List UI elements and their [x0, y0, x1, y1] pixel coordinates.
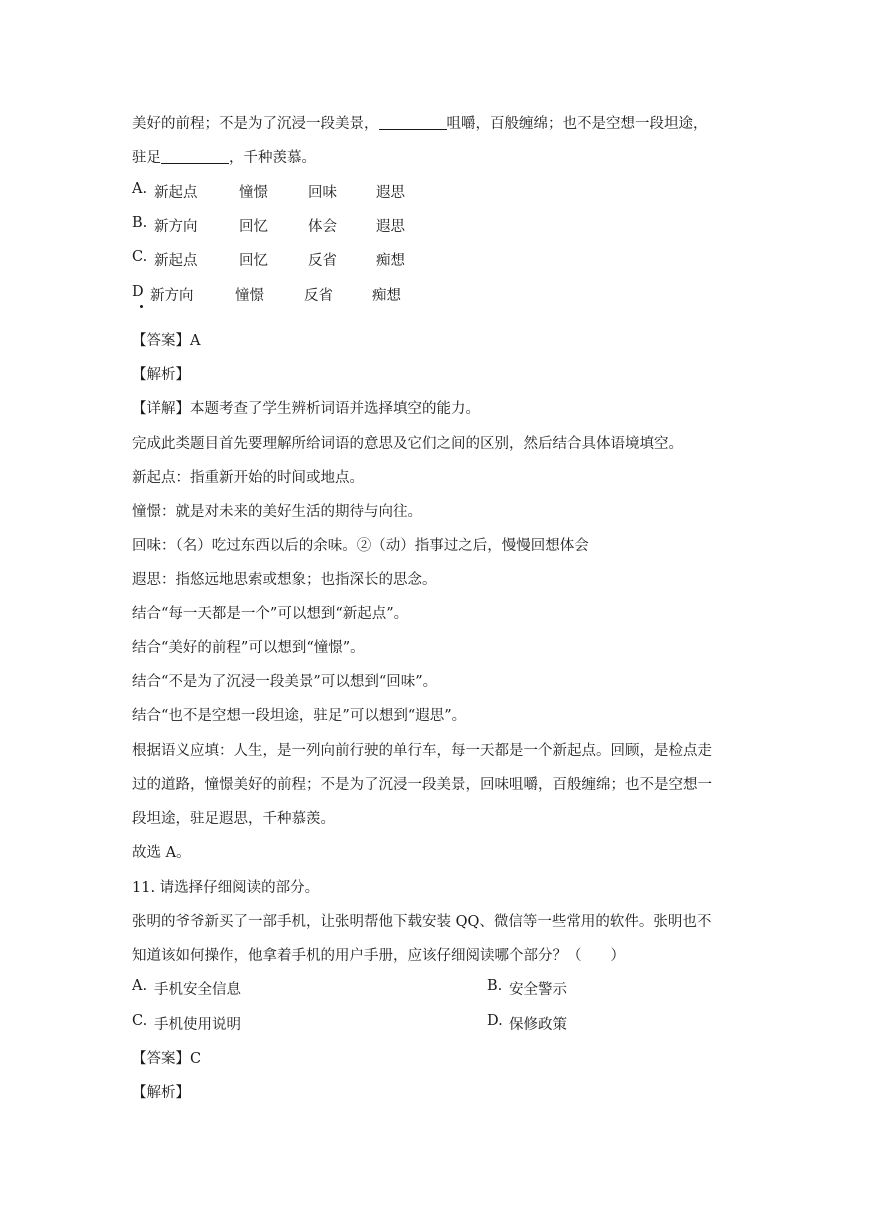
q10-detail-line: 故选 A。 [132, 845, 191, 861]
option-text: 安全警示 [509, 982, 567, 998]
q10-stem-text: 驻足 [132, 150, 161, 166]
q11-stem-line: 知道该如何操作，他拿着手机的用户手册，应该仔细阅读哪个部分？（ ） [132, 948, 625, 964]
option-label: C. [132, 249, 148, 265]
option-word: 新方向 [154, 219, 198, 235]
q10-detail-line: 过的道路，憧憬美好的前程；不是为了沉浸一段美景，回味咀嚼，百般缠绵；也不是空想一 [132, 777, 712, 793]
q10-detail-line: 遐思：指悠远地思索或想象；也指深长的思念。 [132, 572, 437, 588]
option-word: 体会 [308, 219, 337, 235]
option-label: C. [132, 1013, 148, 1029]
q10-stem-line-2 [132, 146, 316, 167]
option-word: 遐思 [376, 219, 405, 235]
option-word: 反省 [304, 288, 333, 304]
option-label: A. [132, 181, 148, 197]
q10-answer: 【答案】A [132, 333, 201, 349]
q11-stem-line: 张明的爷爷新买了一部手机，让张明帮他下载安装 QQ、微信等一些常用的软件。张明也不 [132, 914, 712, 930]
option-word: 新起点 [154, 185, 198, 201]
q10-stem-text: 咀嚼，百般缠绵；也不是空想一段坦途， [446, 116, 708, 132]
option-text: 手机使用说明 [154, 1017, 241, 1033]
q10-detail-line: 新起点：指重新开始的时间或地点。 [132, 470, 364, 486]
q10-detail-line: 完成此类题目首先要理解所给词语的意思及它们之间的区别，然后结合具体语境填空。 [132, 436, 683, 452]
q11-analysis-heading: 【解析】 [132, 1085, 190, 1101]
q10-detail-line: 段坦途，驻足遐思，千种慕羡。 [132, 811, 335, 827]
fill-blank [161, 149, 229, 164]
q10-detail-line: 憧憬：就是对未来的美好生活的期待与向往。 [132, 504, 422, 520]
option-label: B. [487, 978, 503, 994]
q10-detail-line: 回味：（名）吃过东西以后的余味。②（动）指事过之后，慢慢回想体会 [132, 538, 589, 554]
option-word: 回忆 [239, 219, 268, 235]
option-word: 憧憬 [235, 288, 264, 304]
option-word: 痴想 [372, 288, 401, 304]
q10-detail-line: 【详解】本题考查了学生辨析词语并选择填空的能力。 [132, 401, 480, 417]
option-label: D [132, 284, 144, 300]
q10-detail-line: 结合“每一天都是一个”可以想到“新起点”。 [132, 606, 409, 622]
q10-detail-line: 结合“也不是空想一段坦途，驻足”可以想到“遐思”。 [132, 708, 467, 724]
option-word: 新方向 [150, 288, 194, 304]
option-word: 新起点 [154, 253, 198, 269]
option-word: 回味 [308, 185, 337, 201]
fill-blank [379, 115, 447, 130]
q10-detail-line: 结合“不是为了沉浸一段美景”可以想到“回味”。 [132, 674, 438, 690]
option-label: B. [132, 215, 148, 231]
q10-detail-line: 根据语义应填：人生，是一列向前行驶的单行车，每一天都是一个新起点。回顾，是检点走 [132, 743, 712, 759]
q10-stem-line-1 [132, 112, 708, 133]
option-word: 回忆 [239, 253, 268, 269]
option-label: D. [487, 1013, 503, 1029]
q11-title: 11. 请选择仔细阅读的部分。 [132, 880, 320, 896]
stray-dot [140, 305, 143, 308]
option-word: 痴想 [376, 253, 405, 269]
q10-analysis-heading: 【解析】 [132, 367, 190, 383]
option-word: 遐思 [376, 185, 405, 201]
option-word: 反省 [308, 253, 337, 269]
q10-stem-text: 美好的前程；不是为了沉浸一段美景， [132, 116, 379, 132]
option-word: 憧憬 [239, 185, 268, 201]
option-text: 保修政策 [509, 1017, 567, 1033]
q10-detail-line: 结合“美好的前程”可以想到“憧憬”。 [132, 640, 365, 656]
q10-stem-text: ，千种羡慕。 [229, 150, 316, 166]
q11-answer: 【答案】C [132, 1051, 202, 1067]
option-label: A. [132, 978, 148, 994]
option-text: 手机安全信息 [154, 982, 241, 998]
